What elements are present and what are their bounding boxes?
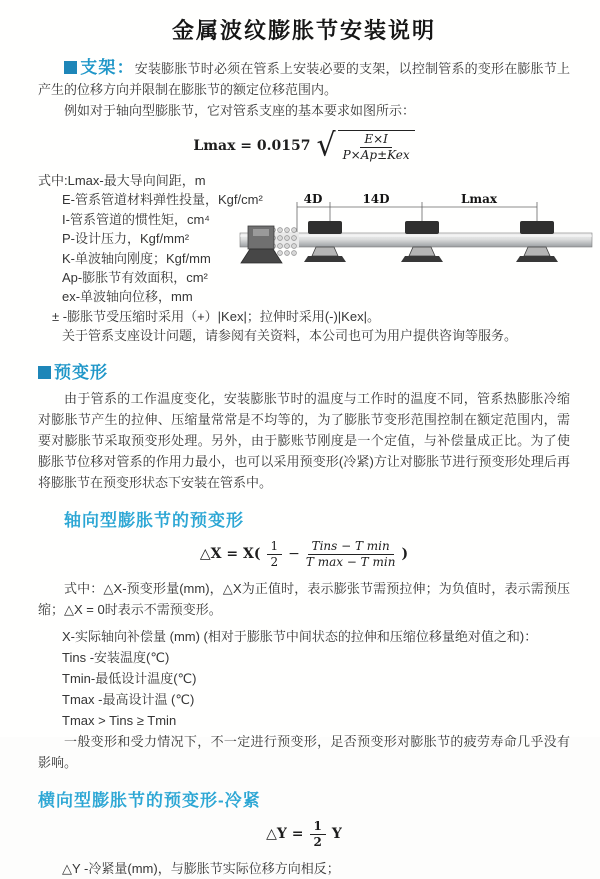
variable-line: ± -膨胀节受压缩时采用（+）|Kex|；拉伸时采用(-)|Kex|。 [52, 308, 380, 324]
axial-note-text: 一般变形和受力情况下，不一定进行预变形，足否预变形对膨胀节的疲劳寿命几乎没有影响。 [38, 733, 570, 770]
fraction-denominator: P×Ap±Kex [342, 148, 410, 162]
minus-operator: − [288, 546, 300, 563]
subheading-lateral-predeform: 横向型膨胀节的预变形-冷紧 [38, 790, 261, 810]
subheading-axial-predeform: 轴向型膨胀节的预变形 [64, 510, 244, 530]
fraction-numerator: E×I [360, 133, 392, 148]
support-spacing-diagram [236, 190, 596, 290]
variable-line: P-设计压力，Kgf/mm² [62, 231, 190, 247]
formula-lhs: Lmax = 0.0157 [193, 138, 311, 154]
dim-label-4d: 4D [303, 192, 323, 206]
support-body-text: 安装膨胀节时必须在管系上安装必要的支架，以控制管系的变形在膨胀节上产生的位移方向并限制在膨胀节的额定位移范围内。 [38, 61, 570, 97]
half-fraction: $\frac{1}{2}$ [267, 540, 283, 569]
support-paragraph [38, 57, 570, 100]
page-title: 金属波纹膨胀节安装说明 [171, 18, 436, 43]
temp-line: Tins -安装温度(℃) [62, 649, 170, 665]
variable-line: 式中:Lmax-最大导向间距，m [38, 173, 206, 188]
half-fraction: $\frac{1}{2}$ [310, 820, 326, 849]
section-heading-support: 支架： [80, 58, 135, 77]
variable-line: I-管系管道的惯性矩，cm⁴ [62, 211, 210, 227]
dim-label-lmax: Lmax [460, 192, 498, 206]
right-paren: ) [401, 546, 409, 563]
lmax-formula [38, 127, 570, 164]
radicand [338, 130, 415, 162]
formula-lhs: △X = X( [199, 546, 261, 563]
axial-explain-text: 式中：△X-预变形量(mm)，△X为正值时，表示膨张节需预拉伸；为负值时，表示需预压缩；△X = 0时表示不需预变形。 [38, 580, 570, 617]
temp-line: Tmax -最高设计温 (℃) [62, 691, 195, 707]
fraction [343, 133, 410, 162]
section-heading-predeform: 预变形 [38, 358, 570, 383]
temperature-fraction: $\frac{\text{Tins − T min}}{\text{T max − T min}}$ [305, 538, 396, 569]
sqrt-sign: √ [316, 127, 336, 164]
section-square-icon [64, 61, 77, 74]
predeform-body-text: 由于管系的工作温度变化，安装膨胀节时的温度与工作时的温度不同，管系热膨胀冷缩对膨胀节产生的拉伸、压缩量常常是不均等的，为了膨胀节变形范围控制在额定范围内，需要对膨胀节采取预变形处理。另外，由于膨账节刚度是一个定值，与补偿量成正比。为了使膨胀节位移对管系的作用力最小，也可以采用预变形(冷紧)方让对膨胀节进行预变形处理后再将膨胀节在预变形状态下安装在管系中。 [38, 390, 570, 490]
variable-line: ex-单波轴向位移，mm [62, 289, 193, 305]
dim-label-14d: 14D [362, 192, 390, 206]
temp-line: Tmin-最低设计温度(℃) [62, 670, 197, 686]
formula-lhs: △Y = [266, 826, 304, 843]
temp-line: Tmax > Tins ≥ Tmin [62, 712, 177, 728]
section-square-icon [38, 366, 51, 379]
variable-line: K-单波轴向刚度；Kgf/mm [62, 250, 211, 266]
lateral-explain-line: △Y -冷紧量(mm)，与膨胀节实际位移方向相反； [62, 860, 340, 876]
support-example-text: 例如对于轴向型膨胀节，它对管系支座的基本要求如图所示： [64, 103, 416, 118]
variable-line: Ap-膨胀节有效面积，cm² [62, 270, 208, 286]
variable-line: E-管系管道材料弹性投量，Kgf/cm² [62, 192, 263, 208]
lateral-predeform-formula [38, 820, 570, 849]
formula-rhs: Y [331, 826, 342, 843]
variable-line: 关于管系支座设计问题，请参阅有关资料，本公司也可为用户提供咨询等服务。 [62, 328, 518, 344]
x-definition-line: X-实际轴向补偿量 (mm) (相对于膨胀节中间状态的拉伸和压缩位移量绝对值之和)： [62, 628, 538, 644]
axial-predeform-formula [38, 540, 570, 569]
